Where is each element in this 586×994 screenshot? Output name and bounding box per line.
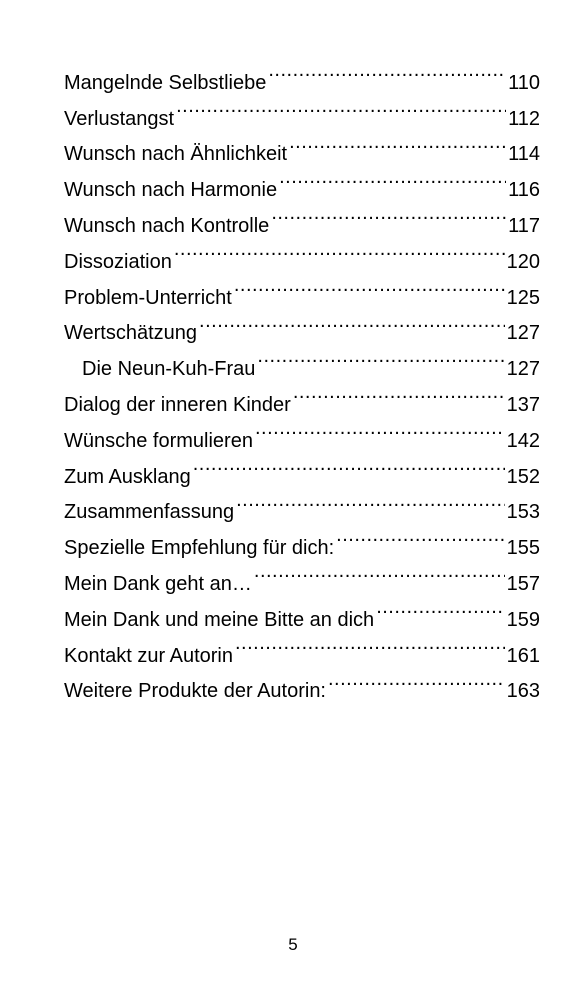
- toc-entry-page: 157: [506, 572, 540, 595]
- toc-entry-title: Wunsch nach Kontrolle: [64, 214, 270, 237]
- toc-dot-leader: [193, 447, 505, 483]
- toc-entry-page: 163: [506, 680, 540, 703]
- toc-entry-page: 153: [506, 501, 540, 524]
- toc-entry-title: Wunsch nach Ähnlichkeit: [64, 143, 288, 166]
- toc-entry-title: Die Neun-Kuh-Frau: [82, 358, 256, 381]
- toc-entry-page: 112: [508, 107, 540, 130]
- page-number: 5: [288, 935, 298, 954]
- toc-entry[interactable]: [64, 53, 540, 94]
- toc-entry-page: 120: [506, 250, 540, 273]
- toc-dot-leader: [328, 662, 505, 698]
- toc-entry-page: 127: [506, 358, 540, 381]
- toc-entry-page: 161: [506, 644, 540, 667]
- toc-entry-page: 114: [508, 143, 540, 166]
- toc-entry-page: 125: [506, 286, 540, 309]
- toc-entry-page: 117: [508, 214, 540, 237]
- toc-dot-leader: [279, 160, 506, 196]
- toc-entry-page: 127: [506, 322, 540, 345]
- toc-dot-leader: [234, 268, 505, 304]
- toc-entry-title: Mangelnde Selbstliebe: [64, 71, 267, 94]
- toc-entry-title: Dissoziation: [64, 250, 172, 273]
- toc-entry-title: Mein Dank und meine Bitte an dich: [64, 608, 375, 631]
- toc-entry-title: Zusammenfassung: [64, 501, 235, 524]
- toc-dot-leader: [293, 375, 505, 411]
- toc-dot-leader: [236, 483, 505, 519]
- toc-entry-title: Zum Ausklang: [64, 465, 191, 488]
- toc-entry-title: Mein Dank geht an…: [64, 572, 252, 595]
- toc-dot-leader: [199, 304, 505, 340]
- toc-dot-leader: [376, 590, 504, 626]
- toc-entry-page: 142: [506, 429, 540, 452]
- toc-dot-leader: [257, 339, 504, 375]
- toc-entry-title: Wünsche formulieren: [64, 429, 253, 452]
- toc-entry-title: Verlustangst: [64, 107, 175, 130]
- toc-entry-page: 116: [508, 179, 540, 202]
- toc-entry-page: 155: [506, 537, 540, 560]
- toc-entry-page: 159: [506, 608, 540, 631]
- toc-entry-page: 152: [506, 465, 540, 488]
- toc-entry-title: Dialog der inneren Kinder: [64, 393, 291, 416]
- toc-dot-leader: [174, 232, 505, 268]
- toc-entry-title: Weitere Produkte der Autorin:: [64, 680, 326, 703]
- toc-dot-leader: [176, 89, 506, 125]
- toc-entry-title: Wertschätzung: [64, 322, 198, 345]
- toc-entry-page: 137: [506, 393, 540, 416]
- toc-entry-title: Spezielle Empfehlung für dich:: [64, 537, 335, 560]
- toc-dot-leader: [254, 554, 505, 590]
- toc-entry-page: 110: [508, 71, 540, 94]
- toc-entry-title: Problem-Unterricht: [64, 286, 232, 309]
- toc-dot-leader: [289, 125, 506, 161]
- toc-dot-leader: [336, 518, 504, 554]
- toc-dot-leader: [268, 53, 506, 89]
- toc-entry-title: Wunsch nach Harmonie: [64, 179, 278, 202]
- toc-dot-leader: [255, 411, 505, 447]
- toc-dot-leader: [235, 626, 505, 662]
- table-of-contents: [64, 53, 540, 703]
- toc-entry-title: Kontakt zur Autorin: [64, 644, 233, 667]
- toc-dot-leader: [271, 196, 506, 232]
